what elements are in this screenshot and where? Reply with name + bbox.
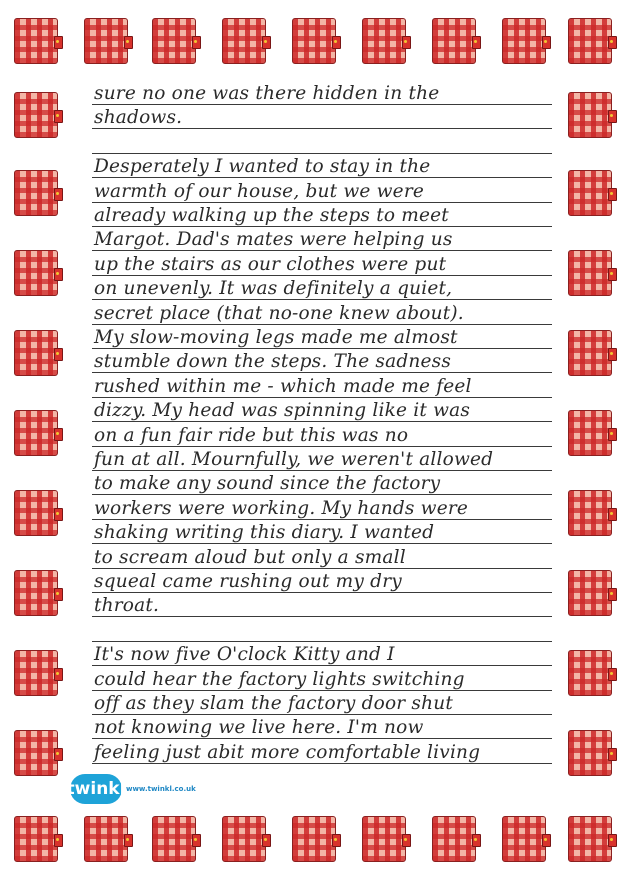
diary-clasp-icon	[54, 834, 63, 847]
diary-book-icon	[568, 816, 612, 862]
clasp-pin-icon	[610, 272, 613, 275]
diary-book-icon	[568, 650, 612, 696]
handwritten-line: off as they slam the factory door shut	[94, 693, 453, 714]
twinkl-logo-badge: twinkl	[70, 774, 122, 804]
clasp-pin-icon	[610, 838, 613, 841]
diary-book-icon	[14, 570, 58, 616]
diary-book-icon	[502, 816, 546, 862]
clasp-pin-icon	[404, 838, 407, 841]
ruled-line	[92, 153, 552, 154]
clasp-pin-icon	[474, 40, 477, 43]
diary-book-icon	[568, 730, 612, 776]
diary-book-icon	[14, 170, 58, 216]
diary-book-icon	[14, 490, 58, 536]
handwritten-line: feeling just abit more comfortable living	[94, 741, 481, 763]
clasp-pin-icon	[126, 40, 129, 43]
diary-clasp-icon	[402, 36, 411, 49]
diary-book-icon	[14, 410, 58, 456]
clasp-pin-icon	[56, 114, 59, 117]
diary-book-icon	[292, 18, 336, 64]
diary-book-icon	[222, 18, 266, 64]
handwritten-line: dizzy. My head was spinning like it was	[94, 400, 471, 422]
ruled-line	[92, 641, 552, 642]
diary-book-icon	[568, 330, 612, 376]
diary-clasp-icon	[472, 36, 481, 49]
diary-book-icon	[292, 816, 336, 862]
diary-book-icon	[568, 92, 612, 138]
diary-clasp-icon	[124, 834, 133, 847]
ruled-line	[92, 616, 552, 617]
diary-book-icon	[568, 570, 612, 616]
diary-clasp-icon	[332, 834, 341, 847]
diary-book-icon	[84, 18, 128, 64]
diary-clasp-icon	[54, 110, 63, 123]
clasp-pin-icon	[544, 838, 547, 841]
handwritten-line: to scream aloud but only a small	[94, 546, 406, 568]
diary-clasp-icon	[54, 188, 63, 201]
diary-book-icon	[84, 816, 128, 862]
diary-clasp-icon	[192, 36, 201, 49]
diary-clasp-icon	[54, 268, 63, 281]
clasp-pin-icon	[56, 192, 59, 195]
diary-book-icon	[14, 250, 58, 296]
diary-clasp-icon	[608, 428, 617, 441]
clasp-pin-icon	[56, 40, 59, 43]
handwritten-line: sure no one was there hidden in the	[94, 83, 440, 104]
handwritten-line: up the stairs as our clothes were put	[94, 253, 447, 275]
handwritten-line: Desperately I wanted to stay in the	[94, 156, 431, 178]
clasp-pin-icon	[56, 352, 59, 355]
diary-book-icon	[568, 18, 612, 64]
handwritten-line: Margot. Dad's mates were helping us	[94, 229, 453, 251]
diary-clasp-icon	[262, 36, 271, 49]
diary-clasp-icon	[542, 834, 551, 847]
diary-book-icon	[362, 816, 406, 862]
diary-clasp-icon	[262, 834, 271, 847]
clasp-pin-icon	[56, 592, 59, 595]
diary-book-icon	[502, 18, 546, 64]
diary-clasp-icon	[332, 36, 341, 49]
handwritten-line: warmth of our house, but we were	[94, 180, 425, 202]
clasp-pin-icon	[610, 512, 613, 515]
clasp-pin-icon	[610, 114, 613, 117]
clasp-pin-icon	[264, 838, 267, 841]
clasp-pin-icon	[194, 838, 197, 841]
clasp-pin-icon	[56, 512, 59, 515]
diary-clasp-icon	[124, 36, 133, 49]
handwritten-line: on a fun fair ride but this was no	[94, 424, 409, 446]
twinkl-url: www.twinkl.co.uk	[126, 785, 196, 793]
handwritten-line: shaking writing this diary. I wanted	[94, 522, 435, 544]
diary-book-icon	[14, 18, 58, 64]
diary-book-icon	[14, 730, 58, 776]
handwritten-line: My slow-moving legs made me almost	[94, 327, 458, 348]
handwritten-line: not knowing we live here. I'm now	[94, 717, 424, 739]
diary-clasp-icon	[54, 348, 63, 361]
diary-clasp-icon	[54, 428, 63, 441]
diary-book-icon	[568, 170, 612, 216]
handwritten-line: on unevenly. It was definitely a quiet,	[94, 278, 453, 300]
diary-clasp-icon	[54, 588, 63, 601]
diary-clasp-icon	[608, 36, 617, 49]
handwritten-line: squeal came rushing out my dry	[94, 571, 402, 592]
clasp-pin-icon	[610, 352, 613, 355]
diary-clasp-icon	[608, 588, 617, 601]
diary-book-icon	[14, 650, 58, 696]
handwritten-line: It's now five O'clock Kitty and I	[94, 644, 395, 666]
clasp-pin-icon	[334, 40, 337, 43]
clasp-pin-icon	[264, 40, 267, 43]
clasp-pin-icon	[610, 752, 613, 755]
handwritten-line: rushed within me - which made me feel	[94, 375, 472, 397]
diary-clasp-icon	[402, 834, 411, 847]
clasp-pin-icon	[610, 672, 613, 675]
handwritten-line: to make any sound since the factory	[94, 473, 441, 495]
clasp-pin-icon	[404, 40, 407, 43]
diary-book-icon	[152, 816, 196, 862]
handwritten-line: could hear the factory lights switching	[94, 668, 465, 690]
diary-clasp-icon	[54, 508, 63, 521]
diary-clasp-icon	[54, 748, 63, 761]
clasp-pin-icon	[56, 672, 59, 675]
diary-book-icon	[14, 330, 58, 376]
clasp-pin-icon	[126, 838, 129, 841]
diary-clasp-icon	[608, 748, 617, 761]
clasp-pin-icon	[544, 40, 547, 43]
diary-book-icon	[14, 92, 58, 138]
twinkl-logo	[66, 774, 196, 804]
diary-book-icon	[432, 816, 476, 862]
clasp-pin-icon	[334, 838, 337, 841]
clasp-pin-icon	[610, 592, 613, 595]
diary-book-icon	[362, 18, 406, 64]
diary-clasp-icon	[608, 508, 617, 521]
handwritten-line: already walking up the steps to meet	[94, 205, 449, 226]
clasp-pin-icon	[610, 40, 613, 43]
clasp-pin-icon	[56, 272, 59, 275]
diary-clasp-icon	[608, 268, 617, 281]
clasp-pin-icon	[194, 40, 197, 43]
lined-writing-area	[92, 83, 552, 776]
diary-clasp-icon	[54, 36, 63, 49]
diary-book-icon	[568, 410, 612, 456]
diary-book-icon	[568, 490, 612, 536]
clasp-pin-icon	[56, 432, 59, 435]
diary-book-icon	[152, 18, 196, 64]
handwritten-line: workers were working. My hands were	[94, 497, 469, 519]
diary-clasp-icon	[542, 36, 551, 49]
handwritten-line: throat.	[94, 595, 160, 617]
diary-clasp-icon	[608, 110, 617, 123]
clasp-pin-icon	[610, 432, 613, 435]
clasp-pin-icon	[56, 752, 59, 755]
handwritten-line: fun at all. Mournfully, we weren't allowed	[94, 449, 494, 470]
diary-book-icon	[222, 816, 266, 862]
diary-book-icon	[432, 18, 476, 64]
diary-clasp-icon	[54, 668, 63, 681]
clasp-pin-icon	[610, 192, 613, 195]
handwritten-line: shadows.	[94, 107, 183, 129]
diary-clasp-icon	[192, 834, 201, 847]
clasp-pin-icon	[56, 838, 59, 841]
diary-book-icon	[568, 250, 612, 296]
diary-clasp-icon	[608, 188, 617, 201]
diary-clasp-icon	[608, 668, 617, 681]
handwritten-line: secret place (that no-one knew about).	[94, 302, 464, 324]
diary-clasp-icon	[608, 348, 617, 361]
clasp-pin-icon	[474, 838, 477, 841]
diary-book-icon	[14, 816, 58, 862]
diary-clasp-icon	[472, 834, 481, 847]
handwritten-line: stumble down the steps. The sadness	[94, 351, 452, 373]
diary-clasp-icon	[608, 834, 617, 847]
